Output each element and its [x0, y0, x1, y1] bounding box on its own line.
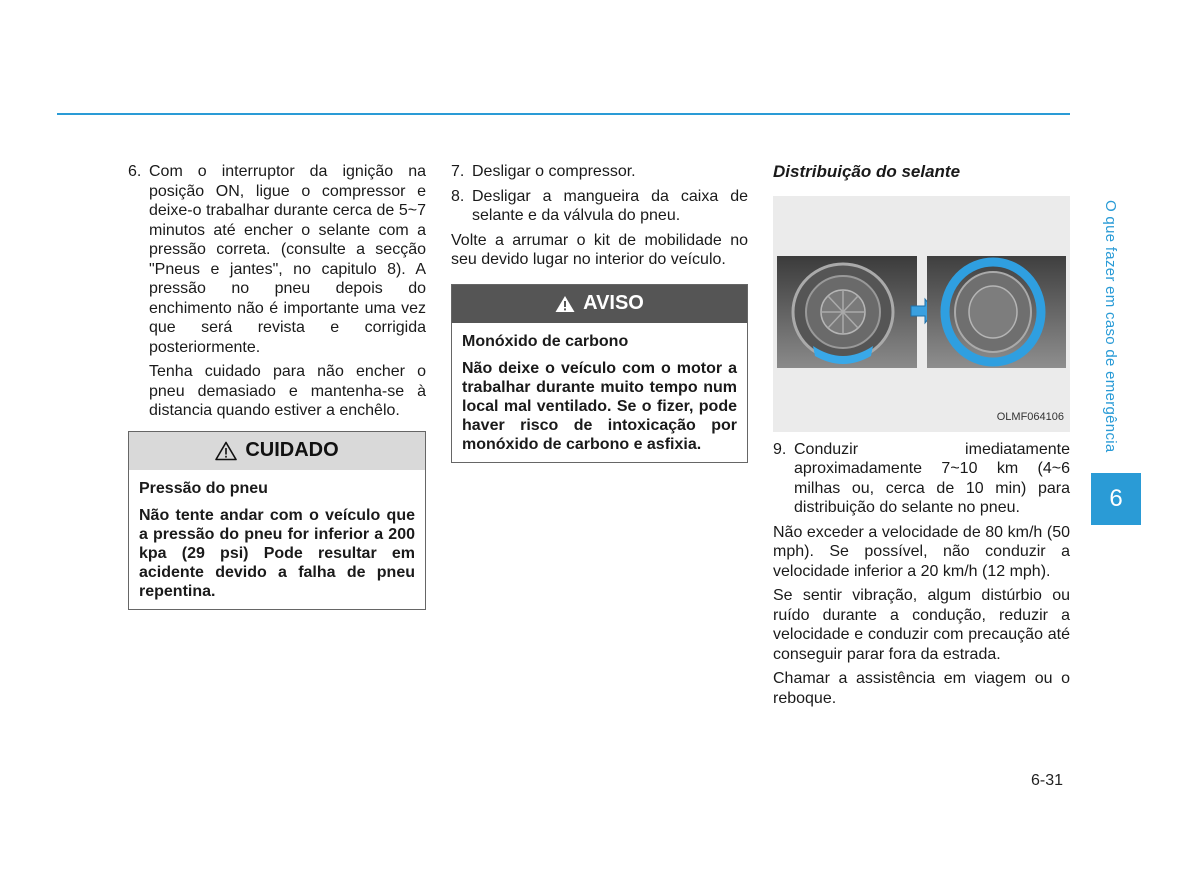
column-left [128, 162, 426, 610]
caution-header [129, 432, 425, 470]
tire-illustration [773, 196, 1070, 432]
step-text: Desligar a mangueira da caixa de selante e da válvula do pneu. [472, 187, 748, 224]
step-text: Com o interruptor da ignição na posição ON, ligue o compressor e deixe-o trabalhar durante cerca de 5~7 minutos até encher o selante com a pressão correta. (consulte a secção "Pneus e jantes", no capitulo 8). A pressão no pneu depois do enchimento não é importante uma vez que será revista e corrigida posteriormente. [149, 163, 426, 356]
step-text: Desligar o compressor. [472, 163, 636, 180]
warning-text: Não deixe o veículo com o motor a trabalhar durante muito tempo num local mal ventilado. Se o fizer, pode haver risco de intoxicação por monóxido de carbono e asfixia. [462, 359, 737, 453]
assistance-paragraph: Chamar a assistência em viagem ou o reboque. [773, 670, 1070, 707]
warning-subtitle: Monóxido de carbono [462, 332, 629, 350]
step-8 [451, 187, 748, 226]
tire-before-panel [777, 256, 917, 368]
caution-text: Não tente andar com o veículo que a pressão do pneu for inferior a 200 kpa (29 psi) Pode resultar em acidente devido a falha de pneu repentina. [139, 506, 415, 600]
column-middle [451, 162, 748, 463]
caution-title: CUIDADO [245, 438, 339, 461]
step-7 [451, 162, 748, 182]
sealant-distribution-figure [773, 196, 1070, 432]
vibration-paragraph: Se sentir vibração, algum distúrbio ou ruído durante a condução, reduzir a velocidade e conduzir com precaução até conseguir parar fora da estrada. [773, 587, 1070, 663]
caution-box [128, 431, 426, 610]
warning-header [452, 285, 747, 323]
section-title: Distribuição do selante [773, 162, 961, 181]
step-number: 9. [773, 440, 787, 458]
figure-caption: OLMF064106 [996, 411, 1064, 423]
step-number: 6. [128, 163, 142, 180]
page-number: 6-31 [1031, 772, 1064, 789]
step-text: Conduzir imediatamente aproximadamente 7~10 km (4~6 milhas ou, cerca de 10 min) para distribuição do selante no pneu. [794, 440, 1070, 516]
speed-paragraph: Não exceder a velocidade de 80 km/h (50 mph). Se possível, não conduzir a velocidade inferior a 20 km/h (12 mph). [773, 523, 1070, 580]
warning-title: AVISO [583, 291, 644, 314]
step-9 [773, 440, 1070, 518]
warning-triangle-icon [555, 295, 575, 313]
chapter-tab: 6 [1091, 473, 1141, 525]
warning-triangle-icon [215, 441, 237, 461]
kit-storage-paragraph: Volte a arrumar o kit de mobilidade no seu devido lugar no interior do veículo. [451, 231, 748, 268]
step-number: 8. [451, 187, 465, 205]
tire-after-panel [927, 256, 1066, 368]
header-rule [57, 113, 1070, 115]
step-6-note: Tenha cuidado para não encher o pneu demasiado e mantenha-se à distancia quando estiver a enchêlo. [149, 363, 426, 419]
warning-body [452, 323, 747, 462]
step-number: 7. [451, 163, 465, 180]
chapter-side-label: O que fazer em caso de emergência [1102, 200, 1119, 453]
caution-subtitle: Pressão do pneu [139, 479, 268, 497]
step-6 [128, 162, 426, 357]
caution-body [129, 470, 425, 609]
column-right [773, 162, 1070, 713]
warning-box [451, 284, 748, 463]
